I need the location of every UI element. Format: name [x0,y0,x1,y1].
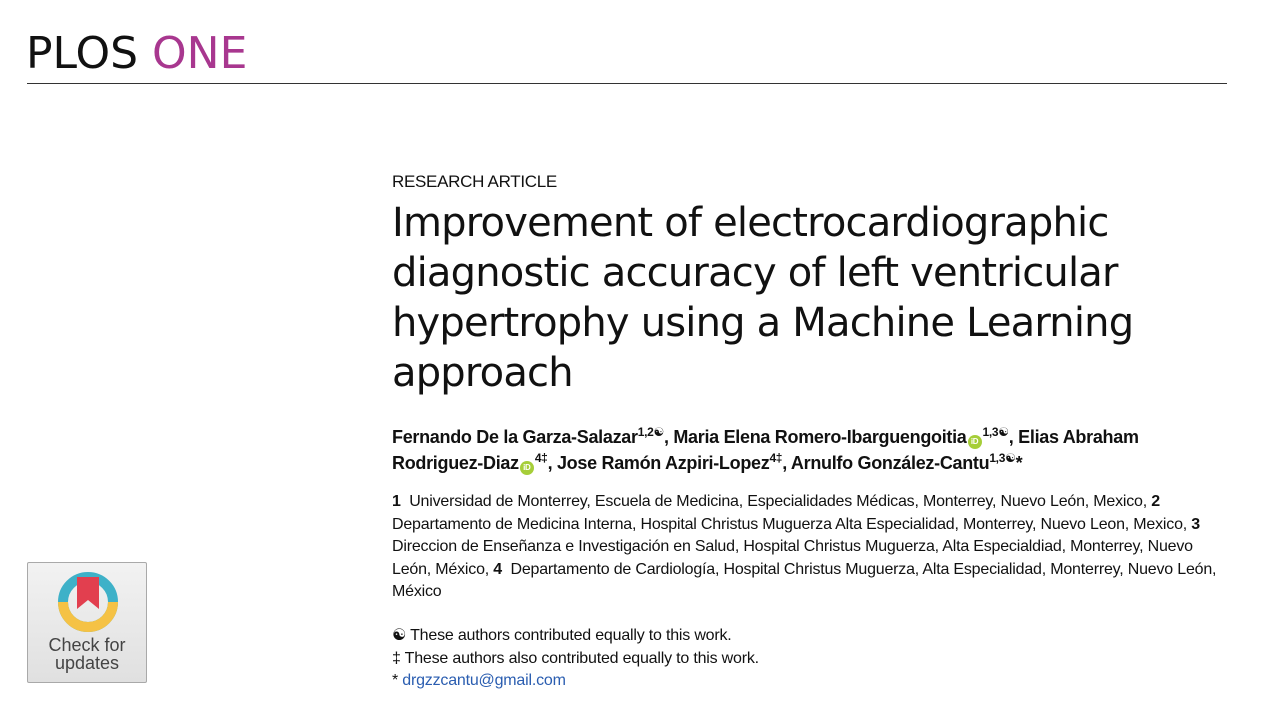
affiliation-number: 3 [1191,515,1200,533]
author-affil-sup: 1,3☯ [982,425,1009,439]
header-divider [27,83,1227,84]
author-separator: , [1008,427,1019,447]
corresponding-mark: * [392,672,403,689]
equal-contribution-note: ☯ These authors contributed equally to this work. [392,627,732,644]
author-affil-sup: 1,2☯ [637,425,664,439]
orcid-icon[interactable]: iD [968,435,982,449]
corresponding-email-link[interactable]: drgzzcantu@gmail.com [402,672,566,689]
author-affil-sup: 1,3☯ [989,451,1016,465]
author-separator: , [663,427,674,447]
crossmark-icon [55,569,121,635]
author-separator: , [782,453,791,473]
check-label-line1: Check for [48,635,126,655]
author-name[interactable]: Maria Elena Romero-Ibarguengoitia [673,427,967,447]
affiliation-text: Universidad de Monterrey, Escuela de Medicina, Especialidades Médicas, Monterrey, Nuevo León, Mexico, [409,493,1152,510]
affiliation-number: 1 [392,493,401,510]
orcid-icon[interactable]: iD [520,461,534,475]
author-affil-sup: 4‡ [534,451,548,465]
affiliations [392,491,1232,604]
corresponding-asterisk: * [1015,453,1023,473]
author-name[interactable]: Elias Abraham Rodriguez-Diaz [392,427,1139,473]
corresponding-email-line [392,670,1232,693]
article-type: RESEARCH ARTICLE [392,172,557,191]
logo-plos: PLOS [26,28,139,79]
logo-one: ONE [152,28,248,79]
affiliation-number: 4 [493,560,502,578]
also-equal-contribution-note: ‡ These authors also contributed equally to this work. [392,649,759,667]
author-name[interactable]: Fernando De la Garza-Salazar [392,427,638,447]
author-separator: , [547,453,557,473]
author-list [392,424,1232,476]
check-for-updates-label [28,636,146,672]
affiliation-number: 2 [1151,493,1160,510]
affiliation-text: Direccion de Enseñanza e Investigación en Salud, Hospital Christus Muguerza, Alta Especialdiad, Monterrey, Nuevo León, México, [392,538,1193,578]
journal-logo[interactable] [26,28,247,80]
author-name[interactable]: Arnulfo González-Cantu [790,453,990,473]
affiliation-text: Departamento de Cardiología, Hospital Christus Muguerza, Alta Especialidad, Monterrey, Nuevo León, México [392,560,1217,600]
author-name[interactable]: Jose Ramón Azpiri-Lopez [556,453,770,473]
article-title: Improvement of electrocardiographic diagnostic accuracy of left ventricular hypertrophy using a Machine Learning approach [392,200,1134,396]
check-for-updates-button[interactable] [27,562,147,683]
check-label-line2: updates [54,653,120,673]
author-affil-sup: 4‡ [769,451,783,465]
author-notes [392,625,1232,693]
affiliation-text: Departamento de Medicina Interna, Hospital Christus Muguerza Alta Especialidad, Monterrey, Nuevo Leon, Mexico, [392,515,1192,533]
